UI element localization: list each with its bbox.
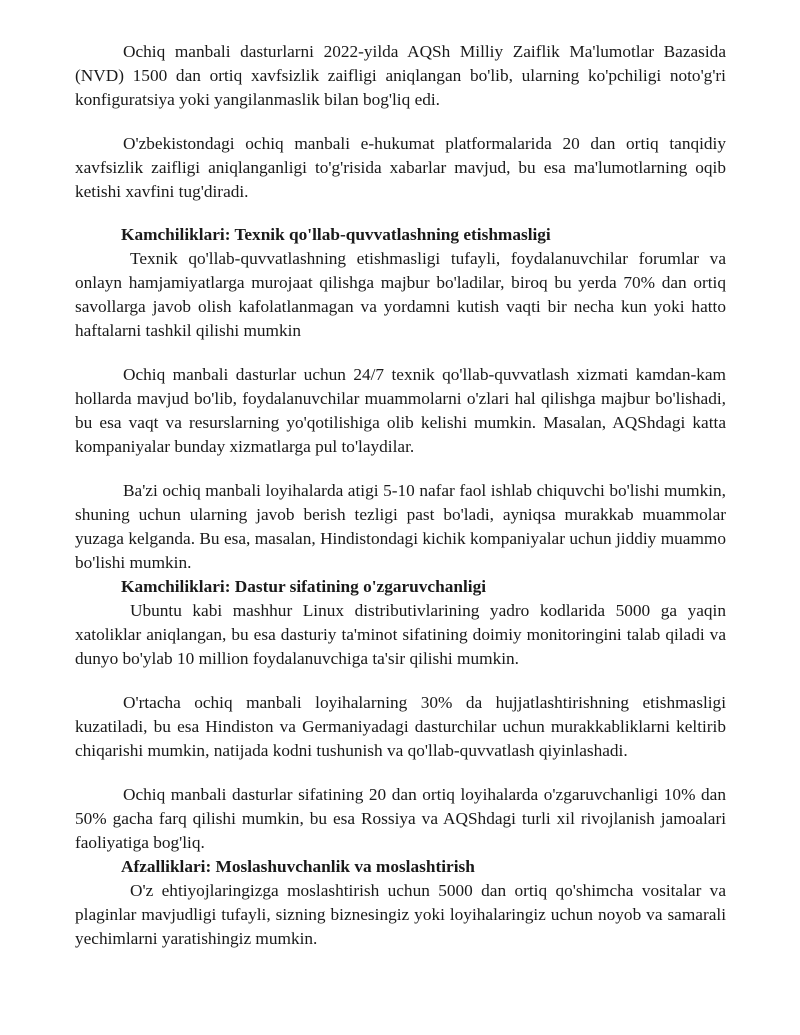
heading-tech-support: Kamchiliklari: Texnik qo'llab-quvvatlashning etishmasligi (121, 225, 551, 244)
paragraph-uzbekistan-egov: O'zbekistondagi ochiq manbali e-hukumat platformalarida 20 dan ortiq tanqidiy xavfsizlik zaifligi aniqlanganligi to'g'risida xabarlar mavjud, bu esa ma'lumotlarning oqib ketishi xavfini tug'diradi. (75, 134, 726, 201)
paragraph-ubuntu-bugs: Ubuntu kabi mashhur Linux distributivlarining yadro kodlarida 5000 ga yaqin xatoliklar aniqlangan, bu esa dasturiy ta'minot sifatining doimiy monitoringini talab qiladi va dunyo bo'ylab 10 million foydalanuvchiga ta'sir qilishi mumkin. (75, 601, 726, 668)
paragraph-plugins: O'z ehtiyojlaringizga moslashtirish uchun 5000 dan ortiq qo'shimcha vositalar va plaginlar mavjudligi tufayli, sizning biznesingiz yoki loyihalaringiz uchun noyob va samarali yechimlarni yaratishingiz mumkin. (75, 881, 726, 948)
heading-quality-variability: Kamchiliklari: Dastur sifatining o'zgaruvchanligi (121, 577, 487, 596)
paragraph-forums-support: Texnik qo'llab-quvvatlashning etishmasligi tufayli, foydalanuvchilar forumlar va onlayn hamjamiyatlarga murojaat qilishga majbur bo'ladilar, biroq bu yerda 70% dan ortiq savollarga javob olish kafolatlanmagan va yordamni kutish vaqti bir necha kun yoki hatto haftalarni tashkil qilishi mumkin (75, 249, 726, 340)
paragraph-active-developers: Ba'zi ochiq manbali loyihalarda atigi 5-10 nafar faol ishlab chiquvchi bo'lishi mumkin, shuning uchun ularning javob berish tezligi past bo'ladi, ayniqsa murakkab muammolar yuzaga kelganda. Bu esa, masalan, Hindistondagi kichik kompaniyalar uchun jiddiy muammo bo'lishi mumkin. (75, 481, 726, 572)
paragraph-24-7-support: Ochiq manbali dasturlar uchun 24/7 texnik qo'llab-quvvatlash xizmati kamdan-kam hollarda mavjud bo'lib, foydalanuvchilar muammolarni o'zlari hal qilishga majbur bo'lishadi, bu esa vaqt va resurslarning yo'qotilishiga olib kelishi mumkin. Masalan, AQShdagi katta kompaniyalar bunday xizmatlarga pul to'laydilar. (75, 365, 726, 456)
heading-flexibility: Afzalliklari: Moslashuvchanlik va moslashtirish (121, 857, 475, 876)
paragraph-documentation: O'rtacha ochiq manbali loyihalarning 30% da hujjatlashtirishning etishmasligi kuzatiladi, bu esa Hindiston va Germaniyadagi dasturchilar uchun murakkabliklarni keltirib chiqarishi mumkin, natijada kodni tushunish va qo'llab-quvvatlash qiyinlashadi. (75, 693, 726, 760)
paragraph-nvd-vulnerabilities: Ochiq manbali dasturlarni 2022-yilda AQSh Milliy Zaiflik Ma'lumotlar Bazasida (NVD) 1500 dan ortiq xavfsizlik zaifligi aniqlangan bo'lib, ularning ko'pchiligi noto'g'ri konfiguratsiya yoki yangilanmaslik bilan bog'liq edi. (75, 42, 726, 109)
paragraph-quality-range: Ochiq manbali dasturlar sifatining 20 dan ortiq loyihalarda o'zgaruvchanligi 10% dan 50% gacha farq qilishi mumkin, bu esa Rossiya va AQShdagi turli xil rivojlanish jamoalari faoliyatiga bog'liq. (75, 785, 726, 852)
